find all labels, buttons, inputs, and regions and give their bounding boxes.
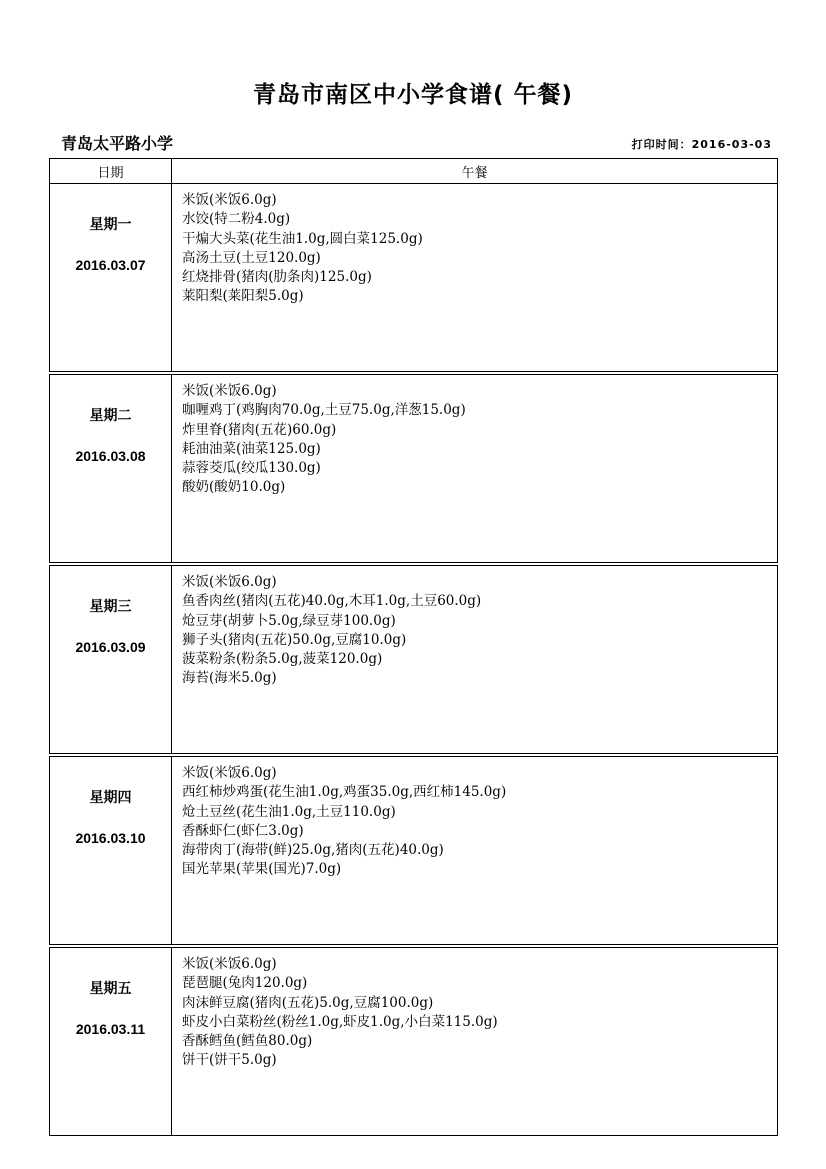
dish-item: 琵琶腿(兔肉120.0g) bbox=[182, 975, 308, 992]
dish-item: 水饺(特二粉4.0g) bbox=[182, 211, 291, 228]
dish-item: 海带肉丁(海带(鲜)25.0g,猪肉(五花)40.0g) bbox=[182, 842, 444, 859]
page-title: 青岛市南区中小学食谱( 午餐) bbox=[252, 82, 574, 108]
table-row bbox=[50, 375, 778, 563]
dish-item: 米饭(米饭6.0g) bbox=[182, 383, 277, 399]
date-label: 2016.03.11 bbox=[75, 1021, 146, 1037]
school-name: 青岛太平路小学 bbox=[61, 134, 174, 153]
dish-item: 米饭(米饭6.0g) bbox=[182, 574, 277, 590]
date-cell bbox=[50, 566, 172, 754]
dish-item: 海苔(海米5.0g) bbox=[182, 670, 277, 687]
date-label: 2016.03.07 bbox=[75, 257, 146, 273]
lunch-menu-table bbox=[49, 158, 778, 1136]
table-row bbox=[50, 184, 778, 372]
date-cell bbox=[50, 948, 172, 1136]
dish-item: 酸奶(酸奶10.0g) bbox=[182, 479, 286, 496]
dish-item: 红烧排骨(猪肉(肋条肉)125.0g) bbox=[182, 269, 372, 286]
dish-item: 香酥鳕鱼(鳕鱼80.0g) bbox=[182, 1033, 313, 1050]
table-header-row bbox=[50, 159, 778, 184]
table-row bbox=[50, 948, 778, 1136]
dish-item: 西红柿炒鸡蛋(花生油1.0g,鸡蛋35.0g,西红柿145.0g) bbox=[182, 784, 507, 801]
dish-item: 蒜蓉茭瓜(绞瓜130.0g) bbox=[182, 460, 321, 477]
meal-cell bbox=[172, 184, 778, 372]
dish-item: 米饭(米饭6.0g) bbox=[182, 956, 277, 972]
date-label: 2016.03.09 bbox=[75, 639, 146, 655]
menu-body bbox=[50, 184, 778, 1136]
date-cell bbox=[50, 375, 172, 563]
dish-item: 虾皮小白菜粉丝(粉丝1.0g,虾皮1.0g,小白菜115.0g) bbox=[182, 1013, 498, 1030]
weekday-label: 星期四 bbox=[89, 790, 132, 806]
meal-cell bbox=[172, 757, 778, 945]
dish-item: 干煸大头菜(花生油1.0g,圆白菜125.0g) bbox=[182, 230, 423, 247]
dish-item: 高汤土豆(土豆120.0g) bbox=[182, 249, 321, 266]
dish-item: 耗油油菜(油菜125.0g) bbox=[182, 440, 321, 457]
table-row bbox=[50, 566, 778, 754]
dish-item: 米饭(米饭6.0g) bbox=[182, 765, 277, 781]
dish-item: 国光苹果(苹果(国光)7.0g) bbox=[182, 861, 342, 878]
date-label: 2016.03.08 bbox=[75, 448, 146, 464]
weekday-label: 星期一 bbox=[89, 217, 132, 233]
meal-cell bbox=[172, 948, 778, 1136]
date-column-header: 日期 bbox=[50, 159, 172, 184]
weekday-label: 星期二 bbox=[89, 408, 132, 424]
table-row bbox=[50, 757, 778, 945]
meal-cell bbox=[172, 566, 778, 754]
dish-item: 米饭(米饭6.0g) bbox=[182, 192, 277, 208]
dish-item: 肉沫鲜豆腐(猪肉(五花)5.0g,豆腐100.0g) bbox=[182, 994, 434, 1011]
dish-item: 莱阳梨(莱阳梨5.0g) bbox=[182, 288, 304, 305]
dish-item: 菠菜粉条(粉条5.0g,菠菜120.0g) bbox=[182, 651, 383, 668]
dish-item: 香酥虾仁(虾仁3.0g) bbox=[182, 822, 304, 839]
date-cell bbox=[50, 184, 172, 372]
meal-cell bbox=[172, 375, 778, 563]
dish-item: 饼干(饼干5.0g) bbox=[182, 1052, 277, 1069]
dish-item: 炸里脊(猪肉(五花)60.0g) bbox=[182, 421, 337, 438]
dish-item: 炝豆芽(胡萝卜5.0g,绿豆芽100.0g) bbox=[182, 612, 396, 629]
dish-item: 炝土豆丝(花生油1.0g,土豆110.0g) bbox=[182, 803, 396, 820]
meal-column-header: 午餐 bbox=[172, 159, 778, 184]
weekday-label: 星期五 bbox=[89, 981, 132, 997]
weekday-label: 星期三 bbox=[89, 599, 132, 615]
print-time: 打印时间：2016-03-03 bbox=[631, 138, 772, 151]
dish-item: 鱼香肉丝(猪肉(五花)40.0g,木耳1.0g,土豆60.0g) bbox=[182, 593, 482, 610]
date-label: 2016.03.10 bbox=[75, 830, 146, 846]
date-cell bbox=[50, 757, 172, 945]
dish-item: 咖喱鸡丁(鸡胸肉70.0g,土豆75.0g,洋葱15.0g) bbox=[182, 402, 466, 419]
dish-item: 狮子头(猪肉(五花)50.0g,豆腐10.0g) bbox=[182, 631, 407, 648]
